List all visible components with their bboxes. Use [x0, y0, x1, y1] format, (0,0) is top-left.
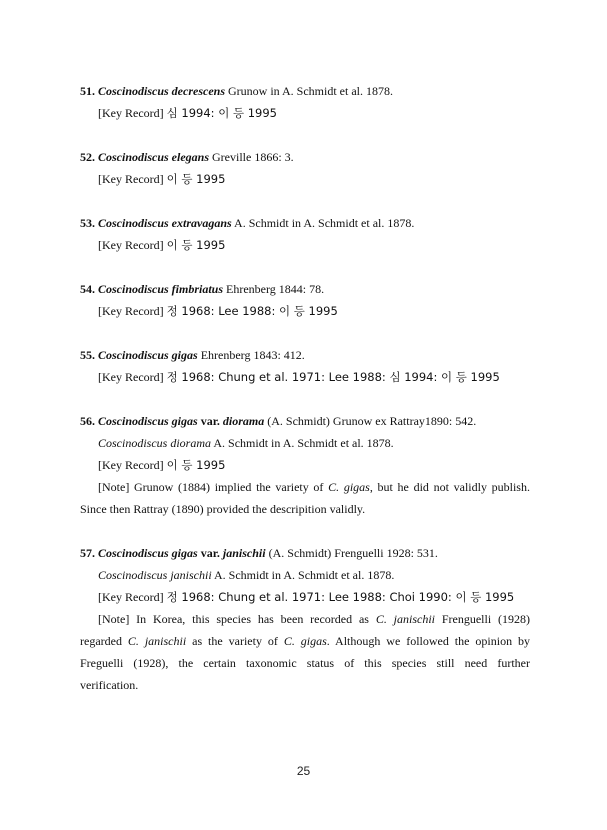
- note-text: . Although we followed the opinion by: [326, 634, 530, 648]
- entry-number: 55.: [80, 348, 95, 362]
- synonym-name: Coscinodiscus janischii: [98, 568, 212, 582]
- key-record-text: 이 등 1995: [166, 458, 226, 472]
- entry-number: 56.: [80, 414, 95, 428]
- note-line: [80, 656, 530, 671]
- key-record: [98, 106, 277, 121]
- species-name: Coscinodiscus elegans: [98, 150, 210, 164]
- variety-label: var.: [197, 414, 223, 428]
- key-record-text: 이 등 1995: [166, 238, 226, 252]
- species-name: Coscinodiscus gigas: [98, 348, 198, 362]
- key-record: [98, 370, 500, 385]
- species-author: (A. Schmidt) Grunow ex Rattray1890: 542.: [264, 414, 477, 428]
- species-name: Coscinodiscus gigas: [98, 414, 198, 428]
- note-line: [80, 502, 365, 517]
- key-record: [98, 458, 225, 473]
- key-record-label: [Key Record]: [98, 172, 167, 186]
- entry-heading: [80, 414, 476, 429]
- entry-number: 54.: [80, 282, 95, 296]
- entry-number: 57.: [80, 546, 95, 560]
- variety-name: janischii: [222, 546, 266, 560]
- note-line: [98, 480, 530, 495]
- entry-heading: [80, 150, 294, 165]
- species-name: Coscinodiscus extravagans: [98, 216, 232, 230]
- species-author: Grunow in A. Schmidt et al. 1878.: [225, 84, 393, 98]
- species-author: A. Schmidt in A. Schmidt et al. 1878.: [231, 216, 415, 230]
- note-line: [80, 634, 530, 649]
- note-text: Freguelli (1928), the certain taxonomic status of this species still need further: [80, 656, 530, 670]
- species-author: Ehrenberg 1843: 412.: [197, 348, 305, 362]
- species-name: Coscinodiscus gigas: [98, 546, 198, 560]
- key-record-label: [Key Record]: [98, 238, 167, 252]
- note-text: Frenguelli (1928): [435, 612, 530, 626]
- entry-number: 53.: [80, 216, 95, 230]
- species-name: Coscinodiscus decrescens: [98, 84, 225, 98]
- synonym-author: A. Schmidt in A. Schmidt et al. 1878.: [211, 568, 395, 582]
- entry-heading: [80, 546, 438, 561]
- key-record: [98, 304, 338, 319]
- synonym: [98, 568, 394, 583]
- note-text: [Note] Grunow (1884) implied the variety of: [98, 480, 329, 494]
- key-record-label: [Key Record]: [98, 458, 167, 472]
- note-line: [98, 612, 530, 627]
- entry-heading: [80, 216, 414, 231]
- species-name: Coscinodiscus fimbriatus: [98, 282, 224, 296]
- note-text: [Note] In Korea, this species has been recorded as: [98, 612, 376, 626]
- key-record-label: [Key Record]: [98, 590, 167, 604]
- page-number: 25: [296, 764, 311, 778]
- entry-heading: [80, 84, 393, 99]
- species-author: Greville 1866: 3.: [209, 150, 294, 164]
- key-record-text: 정 1968: Chung et al. 1971: Lee 1988: 심 1994: 이 등 1995: [166, 370, 500, 384]
- synonym: [98, 436, 394, 451]
- note-italic: C. gigas: [328, 480, 370, 494]
- note-text: Since then Rattray (1890) provided the descripition validly.: [80, 502, 366, 516]
- key-record-label: [Key Record]: [98, 304, 167, 318]
- synonym-author: A. Schmidt in A. Schmidt et al. 1878.: [211, 436, 394, 450]
- key-record: [98, 238, 225, 253]
- entry-heading: [80, 282, 324, 297]
- note-italic: C. gigas: [283, 634, 327, 648]
- synonym-name: Coscinodiscus diorama: [98, 436, 212, 450]
- key-record-label: [Key Record]: [98, 106, 167, 120]
- note-text: as the variety of: [186, 634, 284, 648]
- note-text: verification.: [80, 678, 139, 692]
- entry-heading: [80, 348, 305, 363]
- note-text: , but he did not validly publish.: [369, 480, 530, 494]
- entry-number: 51.: [80, 84, 95, 98]
- variety-label: var.: [197, 546, 223, 560]
- key-record-text: 이 등 1995: [166, 172, 226, 186]
- key-record-text: 정 1968: Chung et al. 1971: Lee 1988: Choi 1990: 이 등 1995: [166, 590, 515, 604]
- species-author: (A. Schmidt) Frenguelli 1928: 531.: [265, 546, 438, 560]
- key-record-text: 심 1994: 이 등 1995: [166, 106, 277, 120]
- key-record: [98, 590, 514, 605]
- key-record-text: 정 1968: Lee 1988: 이 등 1995: [166, 304, 338, 318]
- note-italic: C. janischii: [375, 612, 435, 626]
- note-text: regarded: [80, 634, 128, 648]
- note-italic: C. janischii: [127, 634, 187, 648]
- key-record: [98, 172, 225, 187]
- key-record-label: [Key Record]: [98, 370, 167, 384]
- entry-number: 52.: [80, 150, 95, 164]
- variety-name: diorama: [222, 414, 265, 428]
- note-line: [80, 678, 138, 693]
- species-author: Ehrenberg 1844: 78.: [223, 282, 325, 296]
